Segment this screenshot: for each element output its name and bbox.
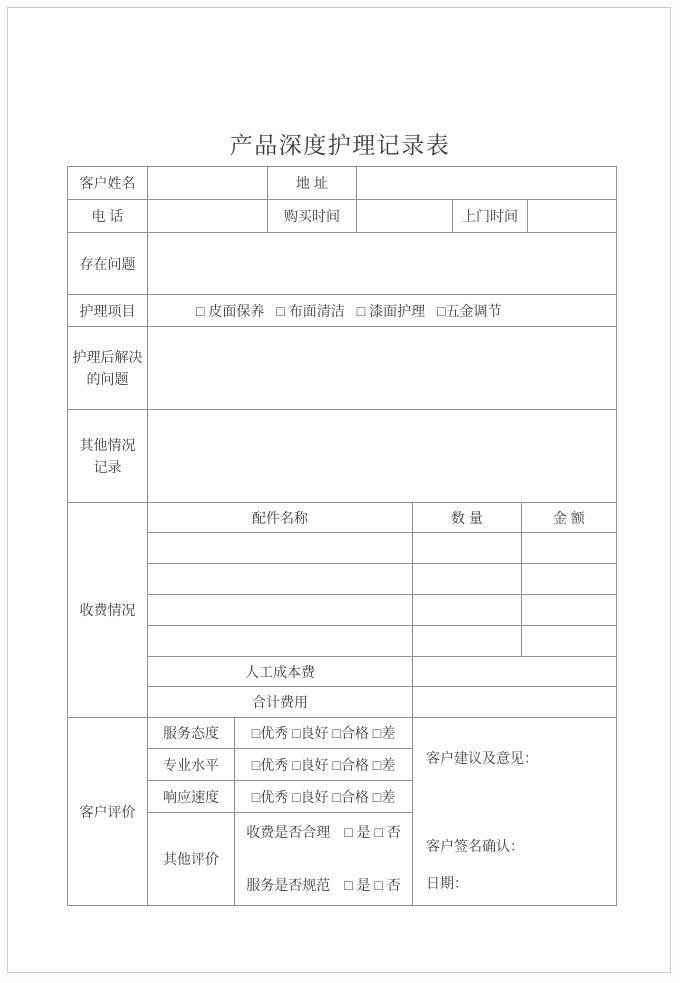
- rating-row-other: [148, 813, 412, 905]
- customer-suggestion-label: 客户建议及意见：: [426, 749, 538, 766]
- address-label: 地 址: [268, 167, 357, 199]
- service-attitude-options[interactable]: □优秀 □良好 □合格 □差: [251, 725, 396, 741]
- charges-row-3: [148, 595, 616, 626]
- part-name-input-1[interactable]: [148, 533, 413, 563]
- quantity-input-1[interactable]: [413, 533, 522, 563]
- other-records-input[interactable]: [148, 410, 616, 502]
- purchase-time-input[interactable]: [357, 200, 453, 232]
- part-name-input-4[interactable]: [148, 626, 413, 656]
- charges-section-label: 收费情况: [68, 503, 148, 717]
- total-cost-label: 合计费用: [148, 687, 413, 717]
- solved-problems-label: [68, 327, 148, 409]
- professional-level-label: 专业水平: [148, 749, 235, 780]
- phone-label: 电 话: [68, 200, 148, 232]
- customer-name-label: 客户姓名: [68, 167, 148, 199]
- solved-problems-label-line2: 的问题: [86, 371, 129, 387]
- other-records-label: [68, 410, 148, 502]
- care-item-checkbox-paint[interactable]: □ 漆面护理: [356, 302, 426, 319]
- charges-header-row: [148, 503, 616, 533]
- labor-cost-label: 人工成本费: [148, 657, 413, 686]
- purchase-time-label: 购买时间: [268, 200, 357, 232]
- charges-row-2: [148, 564, 616, 595]
- problems-input[interactable]: [148, 233, 616, 294]
- rating-row-response: [148, 781, 412, 813]
- service-standard-checkbox-line[interactable]: 服务是否规范 □ 是 □ 否: [246, 877, 401, 893]
- other-records-label-line2: 记录: [93, 459, 122, 475]
- amount-header: 金 额: [553, 509, 585, 526]
- evaluation-section: [68, 718, 616, 905]
- page-title: 产品深度护理记录表: [229, 132, 451, 158]
- solved-problems-label-line1: 护理后解决: [72, 349, 143, 365]
- amount-input-1[interactable]: [522, 533, 616, 563]
- quantity-header: 数 量: [413, 503, 522, 532]
- quantity-input-2[interactable]: [413, 564, 522, 594]
- row-phone-times: [68, 200, 616, 233]
- rating-row-professional: [148, 749, 412, 781]
- fee-reasonable-checkbox-line[interactable]: 收费是否合理 □ 是 □ 否: [246, 824, 401, 840]
- charges-section: [68, 503, 616, 718]
- care-items-label: 护理项目: [68, 295, 148, 326]
- row-solved-problems: [68, 327, 616, 410]
- part-name-input-2[interactable]: [148, 564, 413, 594]
- charges-row-1: [148, 533, 616, 564]
- part-name-header: 配件名称: [148, 503, 413, 532]
- evaluation-ratings: [148, 718, 413, 905]
- labor-cost-input[interactable]: [413, 657, 616, 686]
- date-label[interactable]: 日期：: [426, 874, 468, 891]
- care-items-options: [148, 295, 616, 326]
- labor-cost-row: [148, 657, 616, 687]
- signature-cell: [413, 718, 616, 905]
- address-input[interactable]: [357, 167, 616, 199]
- total-cost-row: [148, 687, 616, 717]
- customer-signature-label[interactable]: 客户签名确认：: [426, 837, 524, 854]
- row-problems: [68, 233, 616, 295]
- visit-time-input[interactable]: [528, 200, 616, 232]
- amount-input-2[interactable]: [522, 564, 616, 594]
- customer-name-input[interactable]: [148, 167, 268, 199]
- solved-problems-input[interactable]: [148, 327, 616, 409]
- rating-row-attitude: [148, 718, 412, 749]
- quantity-input-4[interactable]: [413, 626, 522, 656]
- care-item-checkbox-fabric[interactable]: □ 布面清洁: [276, 302, 345, 319]
- amount-input-3[interactable]: [522, 595, 616, 625]
- care-item-checkbox-hardware[interactable]: □五金调节: [437, 302, 502, 319]
- care-item-checkbox-leather[interactable]: □ 皮面保养: [196, 302, 265, 319]
- charges-row-4: [148, 626, 616, 657]
- other-evaluation-label: 其他评价: [148, 813, 235, 905]
- professional-level-options[interactable]: □优秀 □良好 □合格 □差: [251, 756, 396, 773]
- row-care-items: [68, 295, 616, 327]
- phone-input[interactable]: [148, 200, 268, 232]
- amount-input-4[interactable]: [522, 626, 616, 656]
- row-other-records: [68, 410, 616, 503]
- quantity-input-3[interactable]: [413, 595, 522, 625]
- problems-label: 存在问题: [68, 233, 148, 294]
- service-attitude-label: 服务态度: [148, 718, 235, 748]
- response-speed-label: 响应速度: [148, 781, 235, 812]
- evaluation-section-label: 客户评价: [68, 718, 148, 905]
- other-evaluation-options: [235, 813, 412, 905]
- row-customer-address: [68, 167, 616, 200]
- care-record-form: [67, 166, 617, 906]
- total-cost-input[interactable]: [413, 687, 616, 717]
- visit-time-label: 上门时间: [453, 200, 528, 232]
- part-name-input-3[interactable]: [148, 595, 413, 625]
- charges-table: [148, 503, 616, 717]
- response-speed-options[interactable]: □优秀 □良好 □合格 □差: [251, 788, 396, 805]
- other-records-label-line1: 其他情况: [79, 437, 136, 453]
